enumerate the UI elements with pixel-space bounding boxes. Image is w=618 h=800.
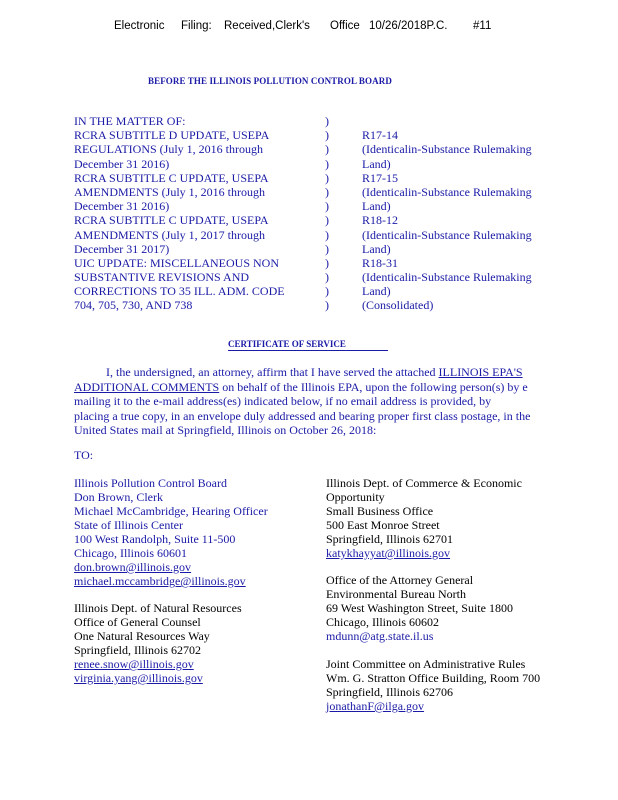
caption-docket <box>362 114 532 313</box>
caption-docket-line: (Identicalin-Substance Rulemaking <box>362 227 532 242</box>
paragraph-text: I, the undersigned, an attorney, affirm that I have served the attached <box>106 365 439 379</box>
caption-line: December 31 2016) <box>74 156 170 171</box>
address-line: Illinois Pollution Control Board <box>74 476 228 490</box>
document-title-part2: ADDITIONAL COMMENTS <box>74 379 220 394</box>
caption-line: 704, 705, 730, AND 738 <box>74 298 193 313</box>
paragraph-text: on behalf of the Illinois EPA, upon the following person(s) by e <box>219 379 528 394</box>
caption-paren: ) <box>325 170 329 185</box>
paragraph-line-5: United States mail at Springfield, Illinois on October 26, 2018: <box>74 423 377 437</box>
address-line: Don Brown, Clerk <box>74 490 163 504</box>
header-word-filing: Filing: <box>181 20 212 32</box>
caption-paren: ) <box>325 255 329 270</box>
address-line: Springfield, Illinois 62702 <box>74 643 201 657</box>
service-paragraph <box>74 365 590 438</box>
caption-line: AMENDMENTS (July 1, 2016 through <box>74 184 265 199</box>
caption-paren: ) <box>325 241 329 256</box>
caption-line: December 31 2017) <box>74 241 170 256</box>
caption-docket-line: Land) <box>362 199 391 214</box>
caption-paren: ) <box>325 298 329 313</box>
header-date: 10/26/2018P.C. <box>369 20 448 32</box>
email-link[interactable]: michael.mccambridge@illinois.gov <box>74 574 246 588</box>
caption-paren: ) <box>325 128 329 143</box>
address-line: Opportunity <box>326 490 385 504</box>
address-line: Michael McCambridge, Hearing Officer <box>74 504 268 518</box>
caption-line: RCRA SUBTITLE D UPDATE, USEPA <box>74 128 270 143</box>
board-title: BEFORE THE ILLINOIS POLLUTION CONTROL BOARD <box>148 76 392 86</box>
header-word-electronic: Electronic <box>114 20 165 32</box>
header-number: #11 <box>473 20 492 32</box>
address-line: Chicago, Illinois 60602 <box>326 615 439 629</box>
caption-matter <box>74 114 285 313</box>
recipient-dceo <box>326 476 522 560</box>
caption-line: December 31 2016) <box>74 199 170 214</box>
caption-paren: ) <box>325 270 329 285</box>
to-label: TO: <box>74 448 94 462</box>
email-link[interactable]: renee.snow@illinois.gov <box>74 657 194 671</box>
caption-docket-line: (Consolidated) <box>362 298 434 313</box>
header-word-office: Office <box>330 20 360 32</box>
caption-line: AMENDMENTS (July 1, 2017 through <box>74 227 265 242</box>
caption-line: RCRA SUBTITLE C UPDATE, USEPA <box>74 170 269 185</box>
caption-line: CORRECTIONS TO 35 ILL. ADM. CODE <box>74 284 285 299</box>
caption-docket-line: Land) <box>362 284 391 299</box>
address-line: Wm. G. Stratton Office Building, Room 700 <box>326 671 541 685</box>
caption-line: SUBSTANTIVE REVISIONS AND <box>74 270 250 285</box>
caption-paren: ) <box>325 114 329 128</box>
address-line: Office of the Attorney General <box>326 573 474 587</box>
caption-paren: ) <box>325 284 329 299</box>
address-line: Environmental Bureau North <box>326 587 466 601</box>
caption-docket-line: R17-14 <box>362 128 398 143</box>
caption-paren: ) <box>325 213 329 228</box>
recipient-attorney-general <box>326 573 513 643</box>
email-link[interactable]: virginia.yang@illinois.gov <box>74 671 203 685</box>
address-line: 500 East Monroe Street <box>326 518 440 532</box>
caption-docket-line: (Identicalin-Substance Rulemaking <box>362 184 532 199</box>
caption-line: IN THE MATTER OF: <box>74 114 186 128</box>
header-word-received: Received,Clerk's <box>224 20 310 32</box>
caption-docket-line: Land) <box>362 241 391 256</box>
address-line: State of Illinois Center <box>74 518 183 532</box>
address-line: Springfield, Illinois 62706 <box>326 685 453 699</box>
email-link[interactable]: don.brown@illinois.gov <box>74 560 192 574</box>
address-line: Illinois Dept. of Natural Resources <box>74 601 242 615</box>
caption-line: RCRA SUBTITLE C UPDATE, USEPA <box>74 213 269 228</box>
paragraph-line-4: placing a true copy, in an envelope duly addressed and bearing proper first class postage, in the <box>74 408 531 423</box>
recipient-pcb <box>74 476 268 588</box>
recipient-jcar <box>326 657 540 713</box>
caption-docket-line: R18-31 <box>362 255 398 270</box>
caption-docket-line: R17-15 <box>362 170 398 185</box>
caption-parentheses <box>325 114 329 313</box>
email-link[interactable]: katykhayyat@illinois.gov <box>326 546 451 560</box>
address-line: Illinois Dept. of Commerce & Economic <box>326 476 522 490</box>
caption-docket-line: Land) <box>362 156 391 171</box>
caption-paren: ) <box>325 142 329 157</box>
email-text: mdunn@atg.state.il.us <box>326 629 434 643</box>
caption-line: UIC UPDATE: MISCELLANEOUS NON <box>74 255 280 270</box>
caption-docket-line: (Identicalin-Substance Rulemaking <box>362 142 532 157</box>
paragraph-line-3: mailing it to the e-mail address(es) indicated below, if no email address is provided, by <box>74 394 492 408</box>
address-line: Springfield, Illinois 62701 <box>326 532 453 546</box>
caption-paren: ) <box>325 184 329 199</box>
certificate-title: CERTIFICATE OF SERVICE <box>228 339 388 351</box>
address-line: 69 West Washington Street, Suite 1800 <box>326 601 513 615</box>
caption-paren: ) <box>325 156 329 171</box>
address-line: Chicago, Illinois 60601 <box>74 546 187 560</box>
caption-docket-line: (Identicalin-Substance Rulemaking <box>362 270 532 285</box>
address-line: Office of General Counsel <box>74 615 201 629</box>
caption-line: REGULATIONS (July 1, 2016 through <box>74 142 263 157</box>
document-title-part1: ILLINOIS EPA'S <box>438 365 523 379</box>
caption-paren: ) <box>325 199 329 214</box>
caption-docket-line: R18-12 <box>362 213 398 228</box>
caption-docket-line <box>362 114 532 128</box>
address-line: Small Business Office <box>326 504 434 518</box>
address-line: Joint Committee on Administrative Rules <box>326 657 526 671</box>
email-link[interactable]: jonathanF@ilga.gov <box>326 699 425 713</box>
address-line: One Natural Resources Way <box>74 629 210 643</box>
caption-paren: ) <box>325 227 329 242</box>
address-line: 100 West Randolph, Suite 11-500 <box>74 532 236 546</box>
recipient-dnr <box>74 601 242 685</box>
paragraph-line-2 <box>74 380 590 395</box>
paragraph-line-1 <box>74 365 590 380</box>
